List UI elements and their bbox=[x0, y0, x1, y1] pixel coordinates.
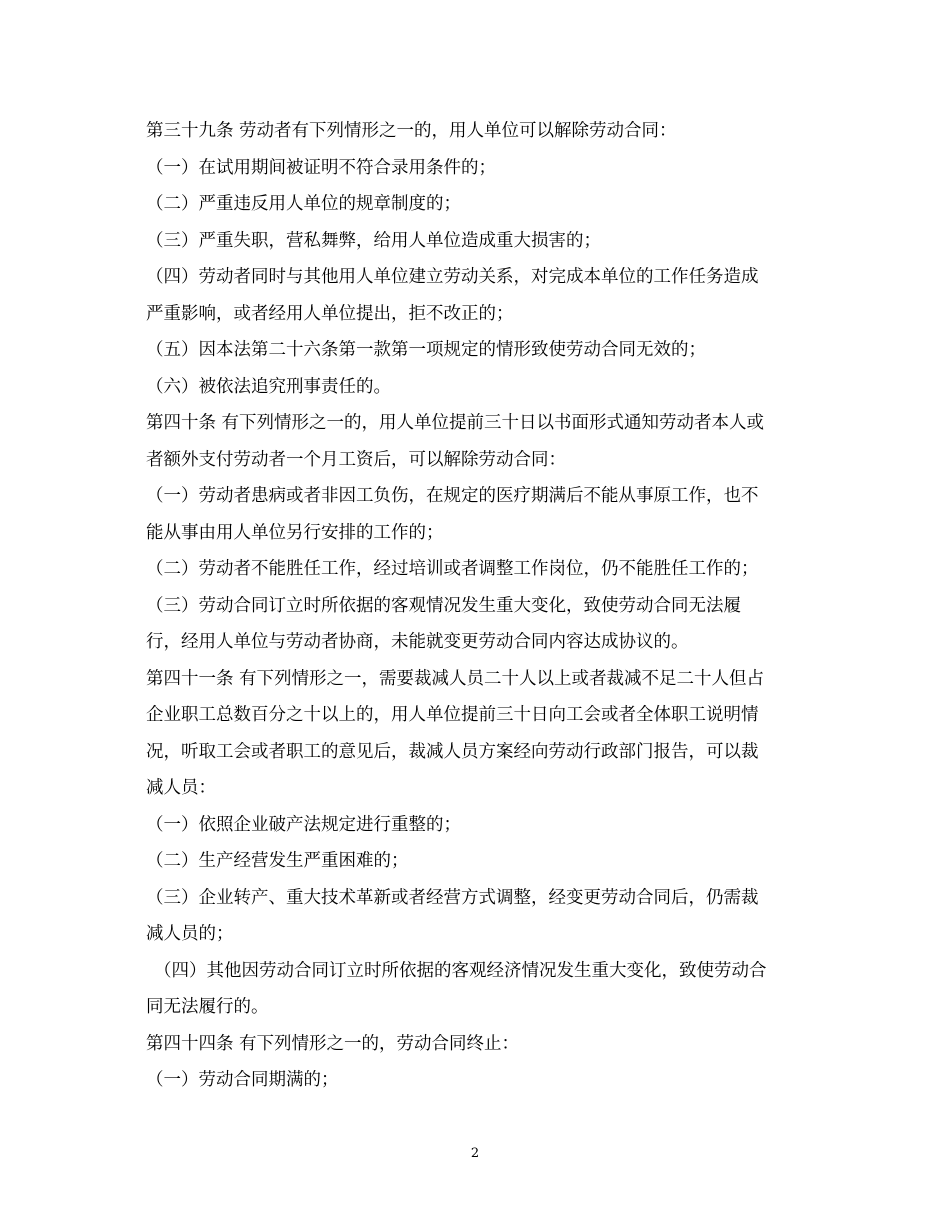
article-41-item-2: （二）生产经营发生严重困难的； bbox=[146, 851, 409, 871]
article-39-item-1: （一）在试用期间被证明不符合录用条件的； bbox=[146, 157, 496, 178]
article-41-heading-line-1: 第四十一条 有下列情形之一，需要裁减人员二十人以上或者裁减不足二十人但占 bbox=[146, 668, 765, 689]
article-39-item-4-line-2: 严重影响，或者经用人单位提出，拒不改正的； bbox=[146, 303, 514, 324]
article-41-item-4-line-2: 同无法履行的。 bbox=[146, 997, 269, 1017]
article-41-item-1: （一）依照企业破产法规定进行重整的； bbox=[146, 814, 461, 835]
article-40-item-3-line-2: 行，经用人单位与劳动者协商，未能就变更劳动合同内容达成协议的。 bbox=[146, 632, 689, 652]
article-41-heading-line-4: 减人员： bbox=[146, 778, 216, 798]
article-44-item-1: （一）劳动合同期满的； bbox=[146, 1070, 339, 1090]
article-40-item-2: （二）劳动者不能胜任工作，经过培训或者调整工作岗位，仍不能胜任工作的； bbox=[146, 559, 759, 579]
article-41-item-3-line-1: （三）企业转产、重大技术革新或者经营方式调整，经变更劳动合同后，仍需裁 bbox=[146, 887, 759, 908]
article-40-heading-line-1: 第四十条 有下列情形之一的，用人单位提前三十日以书面形式通知劳动者本人或 bbox=[146, 413, 765, 433]
article-40-heading-line-2: 者额外支付劳动者一个月工资后，可以解除劳动合同： bbox=[146, 449, 566, 470]
article-39-item-4-line-1: （四）劳动者同时与其他用人单位建立劳动关系，对完成本单位的工作任务造成 bbox=[146, 267, 759, 287]
article-40-item-1-line-1: （一）劳动者患病或者非因工负伤，在规定的医疗期满后不能从事原工作，也不 bbox=[146, 486, 759, 506]
article-41-item-4-line-1: （四）其他因劳动合同订立时所依据的客观经济情况发生重大变化，致使劳动合 bbox=[154, 960, 767, 981]
article-40-item-3-line-1: （三）劳动合同订立时所依据的客观情况发生重大变化，致使劳动合同无法履 bbox=[146, 595, 741, 616]
document-body bbox=[146, 113, 811, 1099]
page-number: 2 bbox=[470, 1146, 480, 1161]
article-39-item-2: （二）严重违反用人单位的规章制度的； bbox=[146, 194, 461, 214]
article-39-item-5: （五）因本法第二十六条第一款第一项规定的情形致使劳动合同无效的； bbox=[146, 340, 706, 360]
article-41-item-3-line-2: 减人员的； bbox=[146, 924, 234, 944]
article-39-heading: 第三十九条 劳动者有下列情形之一的，用人单位可以解除劳动合同： bbox=[146, 121, 677, 141]
article-41-heading-line-3: 况，听取工会或者职工的意见后，裁减人员方案经向劳动行政部门报告，可以裁 bbox=[146, 741, 759, 762]
article-44-heading: 第四十四条 有下列情形之一的，劳动合同终止： bbox=[146, 1033, 520, 1054]
article-41-heading-line-2: 企业职工总数百分之十以上的，用人单位提前三十日向工会或者全体职工说明情 bbox=[146, 705, 759, 725]
article-39-item-3: （三）严重失职，营私舞弊，给用人单位造成重大损害的； bbox=[146, 230, 601, 251]
article-40-item-1-line-2: 能从事由用人单位另行安排的工作的； bbox=[146, 522, 444, 543]
article-39-item-6: （六）被依法追究刑事责任的。 bbox=[146, 376, 391, 397]
